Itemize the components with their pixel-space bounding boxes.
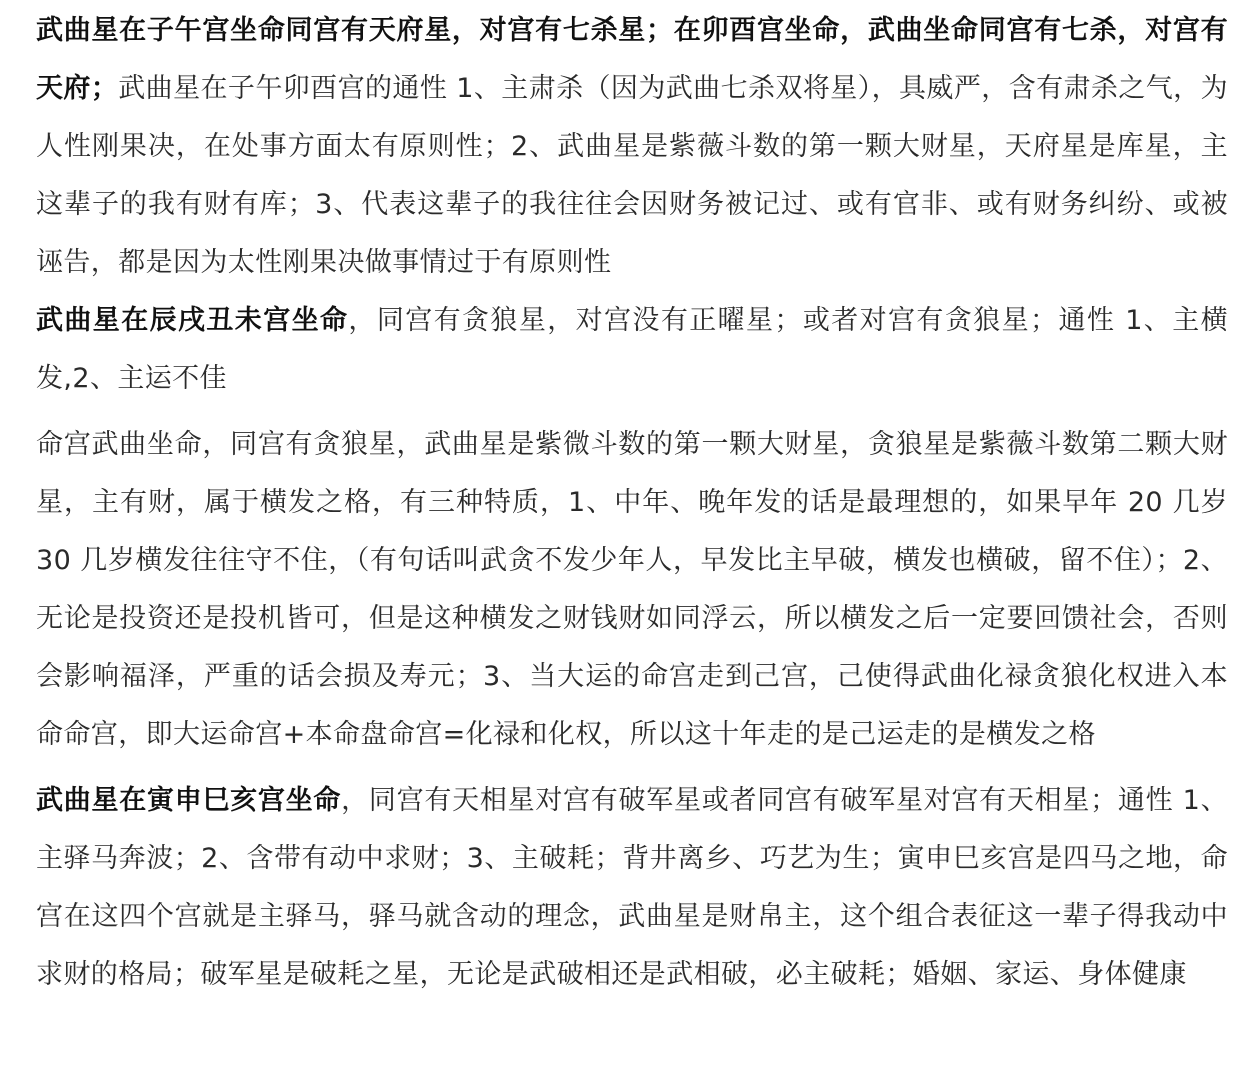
paragraph-wuqu-tanlang <box>36 416 1228 764</box>
paragraph-lead: 武曲星在辰戌丑未宫坐命 <box>36 305 349 336</box>
paragraph-text: 命宫武曲坐命，同宫有贪狼星，武曲星是紫微斗数的第一颗大财星，贪狼星是紫薇斗数第二颗大财星，主有财，属于横发之格，有三种特质，1、中年、晚年发的话是最理想的，如果早年 20 几岁 30 几岁横发往往守不住，（有句话叫武贪不发少年人，早发比主早破，横发也横破，留不住）；2、无论是投资还是投机皆可，但是这种横发之财钱财如同浮云，所以横发之后一定要回馈社会，否则会影响福泽，严重的话会损及寿元；3、当大运的命宫走到己宫，己使得武曲化禄贪狼化权进入本命命宫，即大运命宫+本命盘命宫=化禄和化权，所以这十年走的是己运走的是横发之格 <box>36 429 1228 750</box>
paragraph-text: ，同宫有贪狼星，对宫没有正曜星；或者对宫有贪狼星；通性 1、主横发,2、主运不佳 <box>36 305 1229 394</box>
paragraph-lead: 武曲星在寅申巳亥宫坐命 <box>36 785 342 816</box>
paragraph-yinshen-sihai <box>36 772 1228 1004</box>
paragraph-text: 武曲星在子午卯酉宫的通性 1、主肃杀（因为武曲七杀双将星），具威严，含有肃杀之气，为人性刚果决，在处事方面太有原则性；2、武曲星是紫薇斗数的第一颗大财星，天府星是库星，主这辈子的我有财有库；3、代表这辈子的我往往会因财务被记过、或有官非、或有财务纠纷、或被诬告，都是因为太性刚果决做事情过于有原则性 <box>36 73 1228 278</box>
paragraph-chenxu-chouwei <box>36 292 1228 408</box>
paragraph-lead: 武曲星在子午宫坐命同宫有天府星，对宫有七杀星；在卯酉宫坐命，武曲坐命同宫有七杀，对宫有天府； <box>36 15 1228 104</box>
paragraph-ziwu-maoyou <box>36 2 1228 292</box>
paragraph-text: ，同宫有天相星对宫有破军星或者同宫有破军星对宫有天相星；通性 1、主驿马奔波；2、含带有动中求财；3、主破耗；背井离乡、巧艺为生；寅申巳亥宫是四马之地，命宫在这四个宫就是主驿马，驿马就含动的理念，武曲星是财帛主，这个组合表征这一辈子得我动中求财的格局；破军星是破耗之星，无论是武破相还是武相破，必主破耗；婚姻、家运、身体健康 <box>36 785 1228 990</box>
document-body <box>36 2 1228 1004</box>
